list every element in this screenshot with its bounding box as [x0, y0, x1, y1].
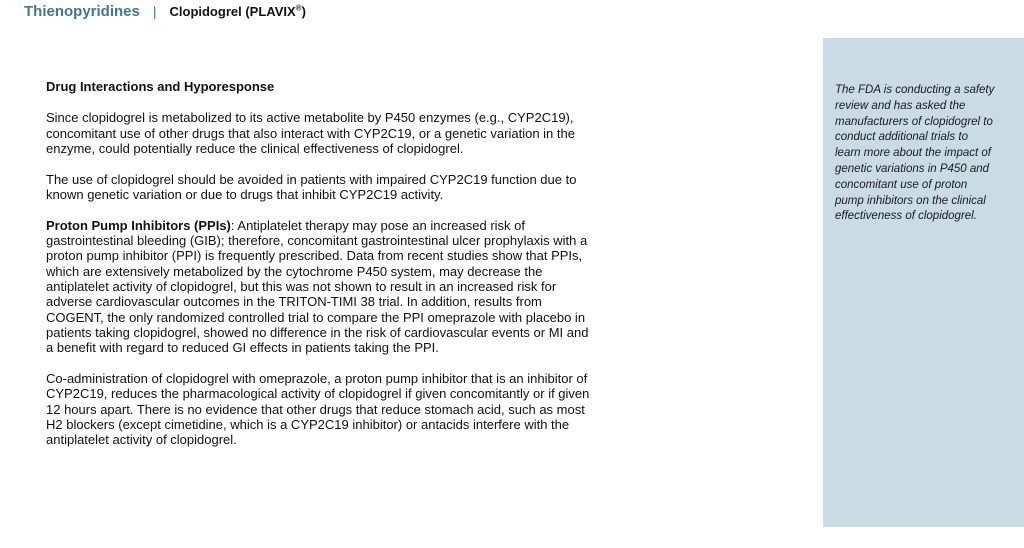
topic-title: Thienopyridines [24, 3, 140, 20]
paragraph-ppi [46, 218, 598, 356]
registered-mark: ® [295, 3, 302, 13]
sidebar-note: The FDA is conducting a safety review and has asked the manufacturers of clopidogrel to conduct additional trials to learn more about the impact of genetic variations in P450 and concomitant use of proton pump inhibitors on the clinical effectiveness of clopidogrel. [835, 84, 995, 223]
section-title: Drug Interactions and Hyporesponse [46, 79, 275, 94]
paragraph-omeprazole: Co-administration of clopidogrel with omeprazole, a proton pump inhibitor that is an inhibitor of CYP2C19, reduces the pharmacological activity of clopidogrel if given concomitantly or if given 12 hours apart. There is no evidence that other drugs that reduce stomach acid, such as most H2 blockers (except cimetidine, which is a CYP2C19 inhibitor) or antacids interfere with the antiplatelet activity of clopidogrel. [46, 370, 590, 448]
sidebar-panel [823, 38, 1024, 527]
slide-header [24, 2, 306, 21]
header-separator: | [152, 3, 157, 19]
paragraph-avoid-use: The use of clopidogrel should be avoided in patients with impaired CYP2C19 function due to known genetic variation or due to drugs that inhibit CYP2C19 activity. [46, 171, 577, 202]
drug-title [170, 4, 306, 19]
drug-name: Clopidogrel (PLAVIX [169, 4, 296, 19]
main-content [46, 79, 598, 463]
drug-name-close: ) [301, 4, 306, 19]
ppi-body: : Antiplatelet therapy may pose an increased risk of gastrointestinal bleeding (GIB); therefore, concomitant gastrointestinal ulcer prophylaxis with a proton pump inhibitor (PPI) is frequently prescribed. Data from recent studies show that PPIs, which are extensively metabolized by the cytochrome P450 system, may decrease the antiplatelet activity of clopidogrel, but this was not shown to result in an increased risk for adverse cardiovascular outcomes in the TRITON-TIMI 38 trial. In addition, results from COGENT, the only randomized controlled trial to compare the PPI omeprazole with placebo in patients taking clopidogrel, showed no difference in the risk of cardiovascular events or MI and a benefit with regard to reduced GI effects in patients taking the PPI. [46, 217, 589, 356]
paragraph-metabolism: Since clopidogrel is metabolized to its active metabolite by P450 enzymes (e.g., CYP2C19), concomitant use of other drugs that also interact with CYP2C19, or a genetic variation in the enzyme, could potentially reduce the clinical effectiveness of clopidogrel. [46, 110, 575, 156]
ppi-heading: Proton Pump Inhibitors (PPIs) [46, 217, 231, 233]
